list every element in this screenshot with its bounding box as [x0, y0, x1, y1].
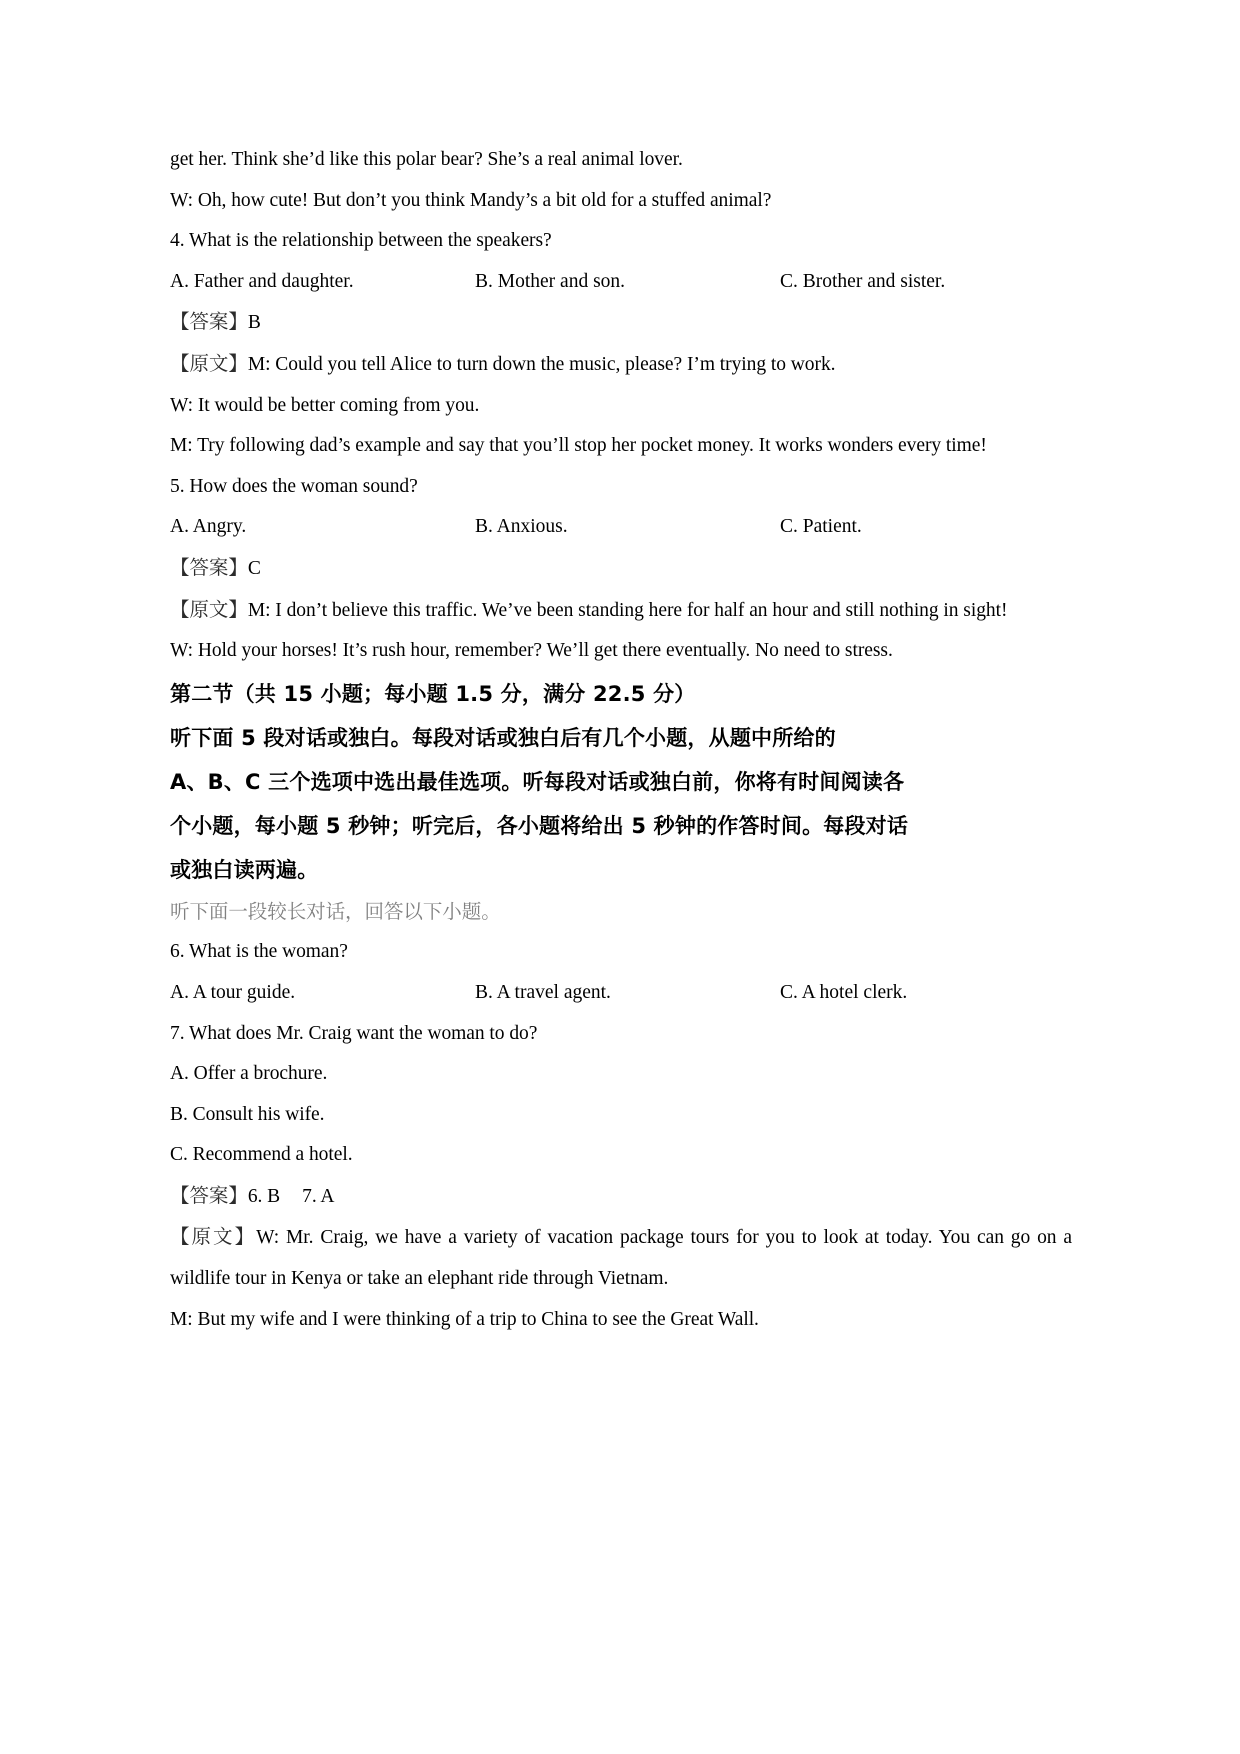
- dialogue-line: W: Oh, how cute! But don’t you think Mandy’s a bit old for a stuffed animal?: [170, 189, 772, 211]
- answer-line-4: [170, 302, 1072, 344]
- option-6-c[interactable]: C. A hotel clerk.: [780, 981, 908, 1003]
- answer-line-6-7: [170, 1176, 1072, 1218]
- answer-marker: 【答案】: [170, 555, 248, 579]
- question-stem-6: 6. What is the woman?: [170, 941, 348, 963]
- listening-hint: 听下面一段较长对话，回答以下小题。: [170, 899, 501, 923]
- question-stem-4: 4. What is the relationship between the speakers?: [170, 230, 552, 252]
- transcript-line-6-7: [170, 1217, 1072, 1299]
- dialogue-line: M: But my wife and I were thinking of a trip to China to see the Great Wall.: [170, 1308, 759, 1330]
- dialogue-line: M: Try following dad’s example and say that you’ll stop her pocket money. It works wonders every time!: [170, 435, 987, 457]
- instruction-line-1: 听下面 5 段对话或独白。每段对话或独白后有几个小题，从题中所给的: [170, 725, 836, 750]
- option-6-b[interactable]: B. A travel agent.: [475, 981, 611, 1003]
- options-row-5: [170, 507, 1072, 548]
- answer-value-4: B: [247, 312, 261, 334]
- section-heading-2: 第二节（共 15 小题；每小题 1.5 分，满分 22.5 分）: [170, 681, 696, 706]
- instruction-line-4: 或独白读两遍。: [170, 857, 319, 882]
- option-4-c[interactable]: C. Brother and sister.: [780, 270, 946, 292]
- option-6-a[interactable]: A. A tour guide.: [170, 981, 296, 1003]
- answer-value-7: 7. A: [302, 1185, 335, 1207]
- transcript-text-6-7: W: Mr. Craig, we have a variety of vacation package tours for you to look at today. You can go on a wildlife tour in Kenya or take an elephant ride through Vietnam.: [170, 1227, 1072, 1290]
- option-7-c[interactable]: C. Recommend a hotel.: [170, 1144, 353, 1166]
- option-5-c[interactable]: C. Patient.: [780, 516, 862, 538]
- dialogue-line: W: It would be better coming from you.: [170, 394, 480, 416]
- answer-marker: 【答案】: [170, 1183, 248, 1207]
- transcript-line-4: [170, 344, 1072, 386]
- instruction-line-2: A、B、C 三个选项中选出最佳选项。听每段对话或独白前，你将有时间阅读各: [170, 769, 905, 794]
- question-stem-7: 7. What does Mr. Craig want the woman to do?: [170, 1022, 538, 1044]
- dialogue-line: get her. Think she’d like this polar bear? She’s a real animal lover.: [170, 149, 683, 170]
- dialogue-line: W: Hold your horses! It’s rush hour, remember? We’ll get there eventually. No need to stress.: [170, 640, 893, 662]
- options-row-4: [170, 262, 1072, 303]
- instruction-line-3: 个小题，每小题 5 秒钟；听完后，各小题将给出 5 秒钟的作答时间。每段对话: [170, 813, 909, 838]
- transcript-marker: 【原文】: [170, 351, 248, 375]
- question-stem-5: 5. How does the woman sound?: [170, 475, 418, 497]
- answer-value-6: 6. B: [247, 1185, 281, 1207]
- answer-value-5: C: [247, 557, 261, 579]
- option-5-b[interactable]: B. Anxious.: [475, 516, 568, 538]
- options-row-6: [170, 973, 1072, 1014]
- transcript-marker: 【原文】: [170, 597, 248, 621]
- option-4-b[interactable]: B. Mother and son.: [475, 270, 626, 292]
- transcript-line-5: [170, 590, 1072, 632]
- option-4-a[interactable]: A. Father and daughter.: [170, 270, 354, 292]
- option-7-b[interactable]: B. Consult his wife.: [170, 1103, 325, 1125]
- option-7-a[interactable]: A. Offer a brochure.: [170, 1063, 328, 1085]
- transcript-text-4: M: Could you tell Alice to turn down the music, please? I’m trying to work.: [247, 353, 836, 375]
- transcript-text-5: M: I don’t believe this traffic. We’ve been standing here for half an hour and still nothing in sight!: [247, 599, 1008, 621]
- option-5-a[interactable]: A. Angry.: [170, 516, 247, 538]
- answer-line-5: [170, 548, 1072, 590]
- answer-marker: 【答案】: [170, 310, 248, 334]
- transcript-marker: 【原文】: [170, 1225, 257, 1249]
